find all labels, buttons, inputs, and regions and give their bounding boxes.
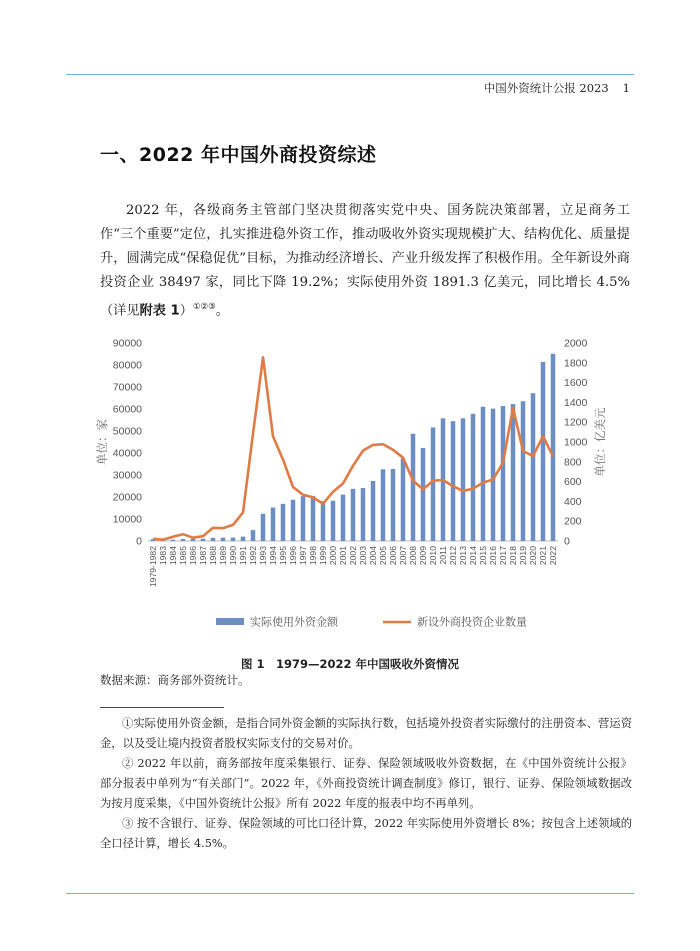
- bar: [241, 537, 246, 541]
- x-tick-label: 2012: [448, 546, 458, 566]
- right-tick-label: 1600: [564, 377, 588, 390]
- bar: [281, 504, 286, 541]
- x-tick-label: 2018: [508, 546, 518, 566]
- x-tick-label: 2014: [468, 546, 478, 566]
- page-number: 1: [622, 81, 630, 95]
- x-tick-label: 1995: [278, 546, 288, 566]
- bar: [411, 434, 416, 541]
- x-tick-label: 1992: [248, 546, 258, 566]
- footnotes: [100, 714, 632, 854]
- left-tick-label: 30000: [112, 469, 142, 482]
- right-tick-label: 1200: [564, 416, 588, 429]
- bar: [331, 501, 336, 541]
- legend-label-bar: 实际使用外资金额: [250, 616, 338, 629]
- intro-paragraph: [100, 199, 630, 323]
- right-tick-label: 200: [564, 515, 582, 528]
- appendix-reference: 附表 1: [139, 303, 180, 319]
- left-tick-label: 60000: [112, 403, 142, 416]
- paragraph-text: 2022 年，各级商务主管部门坚决贯彻落实党中央、国务院决策部署，立足商务工作“三个重要”定位，扎实推进稳外资工作，推动吸收外资实现规模扩大、结构优化、质量提升，圆满完成“保稳促优”目标，为推动经济增长、产业升级发挥了积极作用。全年新设外商投资企业 38497 家，同比下降 19.2%；实际使用外资 1891.3 亿美元，同比增长 4.5%（详见: [100, 203, 630, 319]
- bar: [381, 469, 386, 541]
- x-tick-label: 2007: [398, 546, 408, 566]
- x-tick-label: 2010: [428, 546, 438, 566]
- running-head: [484, 80, 630, 96]
- bar: [351, 489, 356, 541]
- footnote-rule: [100, 707, 224, 708]
- x-tick-label: 2009: [418, 546, 428, 566]
- x-tick-label: 1994: [268, 546, 278, 566]
- right-tick-label: 0: [564, 535, 570, 548]
- x-tick-label: 1983: [158, 546, 168, 566]
- legend-label-line: 新设外商投资企业数量: [417, 616, 527, 629]
- figure-source: 数据来源：商务部外资统计。: [100, 673, 250, 687]
- x-tick-label: 1999: [318, 546, 328, 566]
- bar: [511, 404, 516, 541]
- bar: [541, 362, 546, 541]
- header-rule: [66, 74, 634, 75]
- bar: [431, 427, 436, 541]
- x-tick-label: 2022: [548, 546, 558, 566]
- bar: [191, 539, 196, 541]
- x-tick-label: 1979-1982: [148, 546, 158, 588]
- bar: [271, 508, 276, 541]
- right-axis-label: 单位：亿美元: [595, 407, 607, 477]
- footnote-2: ② 2022 年以前，商务部按年度采集银行、证券、保险领域吸收外资数据，在《中国外资统计公报》部分报表中单列为“有关部门”。2022 年，《外商投资统计调查制度》修订，银行、证券、保险领域数据改为按月度采集，《中国外资统计公报》所有 2022 年度的报表中均不再单列。: [100, 757, 632, 810]
- bar: [181, 539, 186, 541]
- left-tick-label: 0: [136, 535, 142, 548]
- bar: [361, 488, 366, 541]
- right-tick-label: 400: [564, 495, 582, 508]
- bar: [301, 496, 306, 541]
- bar: [341, 495, 346, 541]
- bar: [171, 540, 176, 541]
- x-tick-label: 2019: [518, 546, 528, 566]
- bar: [221, 538, 226, 541]
- left-tick-label: 20000: [112, 491, 142, 504]
- x-tick-label: 1991: [238, 546, 248, 566]
- bar: [371, 481, 376, 541]
- bar: [451, 421, 456, 541]
- x-tick-label: 2020: [528, 546, 538, 566]
- x-tick-label: 1990: [228, 546, 238, 566]
- bar: [391, 469, 396, 541]
- x-tick-label: 2017: [498, 546, 508, 566]
- x-tick-label: 1987: [198, 546, 208, 566]
- bar: [311, 496, 316, 541]
- figure-caption: 图 1 1979—2022 年中国吸收外资情况: [240, 657, 460, 671]
- right-tick-label: 600: [564, 476, 582, 489]
- x-tick-label: 2002: [348, 546, 358, 566]
- left-tick-label: 90000: [112, 337, 142, 350]
- x-tick-label: 1986: [188, 546, 198, 566]
- x-tick-label: 2004: [368, 546, 378, 566]
- paragraph-close: ）: [179, 303, 193, 319]
- footnote-3: ③ 按不含银行、证券、保险领域的可比口径计算，2022 年实际使用外资增长 8%；按包含上述领域的全口径计算，增长 4.5%。: [100, 817, 632, 850]
- section-title: 一、2022 年中国外商投资综述: [100, 144, 377, 166]
- x-tick-label: 1985: [178, 546, 188, 566]
- left-tick-label: 40000: [112, 447, 142, 460]
- bar: [471, 414, 476, 541]
- legend-swatch-bar: [216, 618, 244, 625]
- x-tick-label: 2006: [388, 546, 398, 566]
- x-tick-label: 2001: [338, 546, 348, 566]
- bar: [501, 406, 506, 541]
- bar: [521, 401, 526, 541]
- fdi-chart: [97, 330, 607, 648]
- right-tick-label: 1800: [564, 357, 588, 370]
- bar: [401, 458, 406, 541]
- bar: [421, 448, 426, 541]
- footnote-markers: ①②③: [192, 302, 216, 313]
- x-tick-label: 1996: [288, 546, 298, 566]
- left-axis-label: 单位：家: [97, 419, 109, 465]
- right-tick-label: 1000: [564, 436, 588, 449]
- x-tick-label: 2003: [358, 546, 368, 566]
- bar: [231, 538, 236, 541]
- left-tick-label: 50000: [112, 425, 142, 438]
- right-tick-label: 1400: [564, 396, 588, 409]
- running-head-title: 中国外资统计公报 2023: [483, 81, 609, 95]
- left-tick-label: 80000: [112, 359, 142, 372]
- bar: [201, 539, 206, 541]
- x-tick-label: 2015: [478, 546, 488, 566]
- right-tick-label: 800: [564, 456, 582, 469]
- bar: [261, 514, 266, 541]
- bar: [531, 393, 536, 541]
- bar: [291, 500, 296, 541]
- x-tick-label: 1989: [218, 546, 228, 566]
- x-tick-label: 2016: [488, 546, 498, 566]
- x-tick-label: 1988: [208, 546, 218, 566]
- x-tick-label: 2011: [438, 546, 448, 565]
- x-tick-label: 2000: [328, 546, 338, 566]
- x-tick-label: 2008: [408, 546, 418, 566]
- bar: [251, 530, 256, 541]
- x-tick-label: 1997: [298, 546, 308, 566]
- bar: [211, 538, 216, 541]
- x-tick-label: 1998: [308, 546, 318, 566]
- bar: [321, 501, 326, 541]
- right-tick-label: 2000: [564, 337, 588, 350]
- bar: [481, 407, 486, 541]
- x-tick-label: 2021: [538, 546, 548, 566]
- bar: [551, 354, 556, 541]
- x-tick-label: 2013: [458, 546, 468, 566]
- left-tick-label: 10000: [112, 513, 142, 526]
- paragraph-end: 。: [215, 303, 229, 319]
- bar: [461, 418, 466, 541]
- footnote-1: ①实际使用外资金额，是指合同外资金额的实际执行数，包括境外投资者实际缴付的注册资本、营运资金，以及受让境内投资者股权实际支付的交易对价。: [100, 717, 632, 750]
- x-tick-label: 2005: [378, 546, 388, 566]
- left-tick-label: 70000: [112, 381, 142, 394]
- x-tick-label: 1993: [258, 546, 268, 566]
- x-tick-label: 1984: [168, 546, 178, 566]
- footer-rule: [66, 893, 634, 894]
